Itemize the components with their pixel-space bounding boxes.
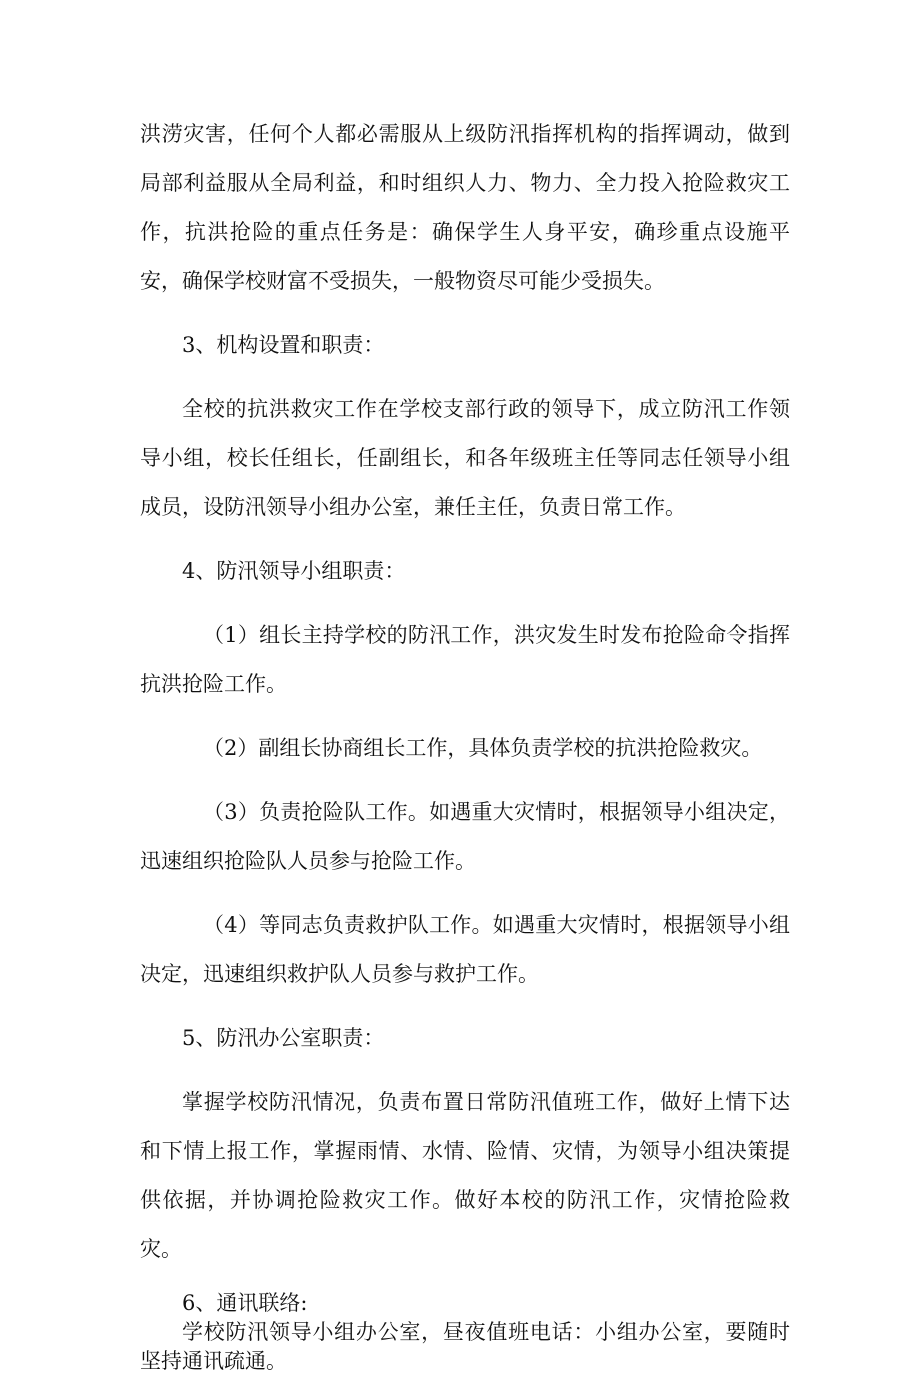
paragraph-flood-duty: 洪涝灾害，任何个人都必需服从上级防汛指挥机构的指挥调动，做到局部利益服从全局利益，和时组织人力、物力、全力投入抢险救灾工作，抗洪抢险的重点任务是：确保学生人身平安，确珍重点设施平安，确保学校财富不受损失，一般物资尽可能少受损失。 xyxy=(140,122,790,293)
paragraph-communication: 学校防汛领导小组办公室，昼夜值班电话：小组办公室，要随时坚持通讯疏通。 xyxy=(140,1320,790,1373)
paragraph-office-duty: 掌握学校防汛情况，负责布置日常防汛值班工作，做好上情下达和下情上报工作，掌握雨情、水情、险情、灾情，为领导小组决策提供依据，并协调抢险救灾工作。做好本校的防汛工作，灾情抢险救灾。 xyxy=(140,1090,790,1261)
section-heading-5: 5、防汛办公室职责： xyxy=(182,1026,385,1050)
section-heading-6: 6、通讯联络: xyxy=(182,1291,308,1315)
section-heading-3: 3、机构设置和职责： xyxy=(182,333,385,357)
document-body xyxy=(140,110,790,1376)
paragraph-organization: 全校的抗洪救灾工作在学校支部行政的领导下，成立防汛工作领导小组，校长任组长，任副组长，和各年级班主任等同志任领导小组成员，设防汛领导小组办公室，兼任主任，负责日常工作。 xyxy=(140,397,790,519)
duty-item-3: （3）负责抢险队工作。如遇重大灾情时，根据领导小组决定，迅速组织抢险队人员参与抢险工作。 xyxy=(140,800,790,873)
duty-item-1: （1）组长主持学校的防汛工作，洪灾发生时发布抢险命令指挥抗洪抢险工作。 xyxy=(140,623,790,696)
duty-item-2: （2）副组长协商组长工作，具体负责学校的抗洪抢险救灾。 xyxy=(203,736,763,760)
section-heading-4: 4、防汛领导小组职责： xyxy=(182,559,406,583)
duty-item-4: （4）等同志负责救护队工作。如遇重大灾情时，根据领导小组决定，迅速组织救护队人员参与救护工作。 xyxy=(140,913,790,986)
